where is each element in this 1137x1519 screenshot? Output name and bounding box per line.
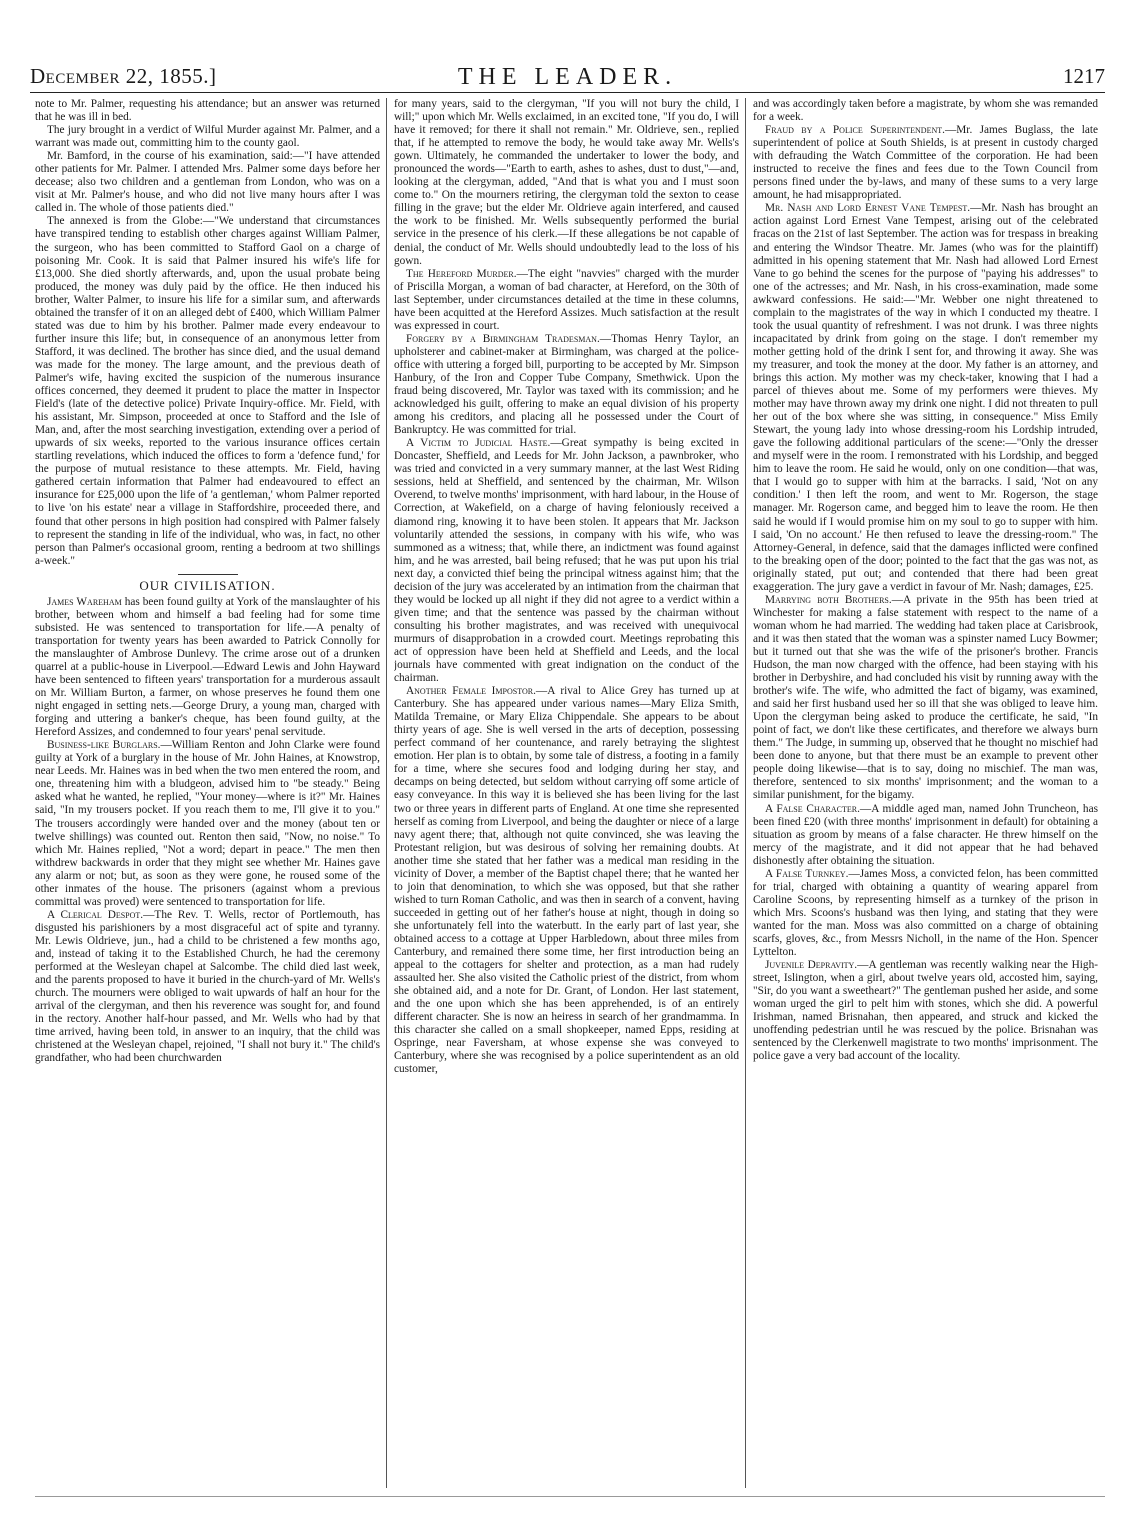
article-paragraph	[35, 98, 380, 124]
article-paragraph	[753, 803, 1098, 868]
article-paragraph	[35, 596, 380, 740]
article-text: —A rival to Alice Grey has turned up at Canterbury. She has appeared under various names—Mary Eliza Smith, Matilda Tremaine, or Mary Eliza Chippendale. She appears to be about thirty years of age. She is well versed in the arts of deception, possessing perfect command of her countenance, and rarely betraying the slightest emotion. Her plan is to obtain, by some tale of distress, a footing in a family for a time, where she secures food and lodging during her stay, and decamps on being detected, but seldom without carrying off some article of easy conveyance. In this way it is believed she has been living for the last two or three years in different parts of England. At one time she represented herself as coming from Liverpool, and being the daughter or niece of a large navy agent there; that, although not quite convinced, she was leaving the Protestant religion, but was desirous of solving her remaining doubts. At another time she stated that her father was a medical man residing in the vicinity of Dover, a member of the Baptist chapel there; that he wanted her to join that denomination, to which she was opposed, but that she rather wished to turn Roman Catholic, and was then in search of a convent, having succeeded in getting out of her father's house at night, though in doing so she unfortunately fell into the waterbutt. In the early part of last year, she obtained access to a cottage at Upper Harbledown, about three miles from Canterbury, and remained there some time, her first introduction being an appeal to the cottagers for shelter and protection, as a man had rudely assaulted her. She also visited the Catholic priest of the district, from whom she obtained aid, and a note for Dr. Grant, of London. Her last statement, and the one upon which she has been apprehended, is of an entirely different character. She is now an heiress in search of her grandmamma. In this character she called on a small shopkeeper, named Epps, residing at Ospringe, near Faversham, at whose expense she was conveyed to Canterbury, where she was recognised by a police superintendent as an old customer,	[394, 685, 739, 1076]
article-text: —Thomas Henry Taylor, an upholsterer and cabinet-maker at Birmingham, was charged at the police-office with uttering a forged bill, purporting to be accepted by Mr. Simpson Hanbury, of the Iron and Copper Tube Company, Smethwick. Upon the fraud being discovered, Mr. Taylor was taxed with its commission; and he acknowledged his guilt, offering to make an equal division of his property among his creditors, and placing all he possessed under the Court of Bankruptcy. He was committed for trial.	[394, 332, 739, 437]
article-text: —Mr. James Buglass, the late superintendent of police at South Shields, is at present in custody charged with defrauding the Watch Committee of the corporation. He had been instructed to receive the fines and fees due to the Town Council from persons fined under the by-laws, and many of these sums to a very large amount, he had misappropriated.	[753, 124, 1098, 202]
article-paragraph	[35, 215, 380, 567]
article-paragraph	[394, 437, 739, 685]
article-lead: Business-like Burglars.	[47, 739, 161, 752]
column-divider	[745, 98, 746, 1488]
masthead-title: THE LEADER.	[457, 64, 678, 90]
article-lead: Forgery by a Birmingham Tradesman.	[406, 332, 600, 345]
article-lead: A False Character.	[765, 802, 860, 815]
article-lead: Fraud by a Police Superintendent.	[765, 124, 945, 137]
article-paragraph	[35, 739, 380, 909]
article-lead: A Victim to Judicial Haste.	[406, 437, 551, 450]
article-paragraph	[753, 868, 1098, 959]
article-paragraph	[753, 124, 1098, 202]
page-number: 1217	[1063, 64, 1105, 88]
article-lead: A False Turnkey.	[765, 867, 849, 880]
article-text: —A private in the 95th has been tried at Winchester for making a false statement with respect to the name of a woman whom he had married. The wedding had taken place at Carisbrook, and it was then stated that the woman was a spinster named Lucy Bowmer; but it turned out that she was the wife of the prisoner's brother. Francis Hudson, the man now charged with the offence, had been staying with his brother in Derbyshire, and had concluded his visit by running away with the brother's wife. The wife, who admitted the fact of bigamy, was examined, and said her first husband used her so ill that she was obliged to leave him. Upon the clergyman being asked to produce the certificate, he said, "In point of fact, we don't like these certificates, and therefore we always burn them." The Judge, in summing up, observed that he thought no mischief had been done to anyone, but that there must be an example to prevent other people doing likewise—that is to say, doing no mischief. The man was, therefore, sentenced to six months' imprisonment; and the woman to a similar punishment, for the bigamy.	[753, 593, 1098, 802]
column-divider	[386, 98, 387, 1488]
article-paragraph	[753, 959, 1098, 1063]
article-lead: A Clerical Despot.	[47, 908, 144, 921]
article-lead: Marrying both Brothers.	[765, 593, 892, 606]
article-paragraph	[753, 98, 1098, 124]
header-date: December 22, 1855.]	[30, 64, 217, 88]
article-text: The jury brought in a verdict of Wilful Murder against Mr. Palmer, and a warrant was made out, committing him to the county gaol.	[35, 124, 380, 150]
article-paragraph	[394, 98, 739, 268]
article-paragraph	[35, 124, 380, 150]
article-text: —The Rev. T. Wells, rector of Portlemouth, has disgusted his parishioners by a most disgraceful act of spite and tyranny. Mr. Lewis Oldrieve, jun., had a child to be christened a few months ago, and, instead of taking it to the Established Church, he had the ceremony performed at the Wesleyan chapel at Salcombe. The child died last week, and the parents proposed to have it buried in the church-yard of Mr. Wells's church. The mourners were obliged to wait upwards of half an hour for the arrival of the clergyman, and then his reverence was sought for, and found in the rectory. Another half-hour passed, and Mr. Wells who had by that time arrived, having been told, in answer to an inquiry, that the child was christened at the Wesleyan chapel, rejoined, "I shall not bury it." The child's grandfather, who had been churchwarden	[35, 908, 380, 1065]
column-1	[35, 98, 380, 1488]
article-text: for many years, said to the clergyman, "If you will not bury the child, I will;" upon which Mr. Wells exclaimed, in an excited tone, "If you do, I will have it removed; for there it shall not remain." Mr. Oldrieve, sen., replied that, if he attempted to remove the body, he would take away Mr. Wells's gown. Ultimately, he commanded the undertaker to lower the body, and pronounced the words—"Earth to earth, ashes to ashes, dust to dust,"—and, looking at the clergyman, added, "And that is what you and I must soon come to." On the mourners retiring, the clergyman told the sexton to cease filling in the grave; but the elder Mr. Oldrieve again interfered, and caused the work to be finished. Mr. Wells subsequently performed the burial service in the presence of his clerk.—If these allegations be not capable of denial, the conduct of Mr. Wells should undoubtedly lead to the loss of his gown.	[394, 98, 739, 267]
article-text: Mr. Bamford, in the course of his examination, said:—"I have attended other patients for Mr. Palmer. I attended Mrs. Palmer some days before her decease; also two children and a gentleman from London, who was on a visit at Mr. Palmer's house, and who did not live many hours after I was called in. The whole of those patients died."	[35, 150, 380, 215]
article-paragraph	[394, 685, 739, 1076]
article-text: —William Renton and John Clarke were found guilty at York of a burglary in the house of Mr. John Haines, at Knowstrop, near Leeds. Mr. Haines was in bed when the two men entered the room, and one, threatening him with a bludgeon, advised him to "be steady." Being asked what he wanted, he replied, "Your money—where is it?" Mr. Haines said, "In my trousers pocket. If you reach them to me, I'll give it to you." The trousers accordingly were handed over and the money (about ten or twelve shillings) was counted out. Renton then said, "Now, no noise." To which Mr. Haines replied, "Not a word; depart in peace." The men then withdrew backwards in order that they might see whether Mr. Haines gave any alarm or not; but, as soon as they were gone, he roused some of the other inmates of the house. The prisoners (against whom a previous committal was proved) were sentenced to transportation for life.	[35, 739, 380, 908]
section-heading: OUR CIVILISATION.	[35, 574, 380, 592]
bottom-rule	[35, 1496, 1105, 1497]
article-paragraph	[35, 909, 380, 1066]
article-lead: Another Female Impostor.	[406, 685, 536, 698]
article-text: note to Mr. Palmer, requesting his attendance; but an answer was returned that he was ill in bed.	[35, 98, 380, 124]
article-lead: The Hereford Murder.	[406, 267, 517, 280]
page-header	[30, 62, 1105, 93]
article-text: —The eight "navvies" charged with the murder of Priscilla Morgan, a woman of bad character, at Hereford, on the 30th of last September, under circumstances detailed at the time in these columns, have been acquitted at the Hereford Assizes. Much satisfaction at the result was expressed in court.	[394, 267, 739, 332]
article-text: —A middle aged man, named John Truncheon, has been fined £20 (with three months' imprisonment in default) for obtaining a situation as groom by means of a false character. He threw himself on the mercy of the magistrate, and it did not appear that he had behaved dishonestly after obtaining the situation.	[753, 802, 1098, 867]
article-lead: Juvenile Depravity.	[765, 959, 858, 972]
article-paragraph	[394, 333, 739, 437]
article-lead: Mr. Nash and Lord Ernest Vane Tempest.	[765, 202, 971, 215]
article-text: and was accordingly taken before a magistrate, by whom she was remanded for a week.	[753, 98, 1098, 124]
column-3	[753, 98, 1098, 1488]
article-paragraph	[35, 150, 380, 215]
article-text: has been found guilty at York of the manslaughter of his brother, between whom and himself a bad feeling had for some time subsisted. He was sentenced to transportation for life.—A penalty of transportation for twenty years has been awarded to Patrick Connolly for the manslaughter of Ambrose Dunlevy. The crime arose out of a drunken quarrel at a public-house in Liverpool.—Edward Lewis and John Hayward have been sentenced to fifteen years' transportation for a murderous assault on Mr. William Burton, a farmer, on whose preserves he found them one night engaged in setting nets.—George Drury, a young man, charged with forging and uttering a banker's cheque, has been found guilty, at the Hereford Assizes, and condemned to four years' penal servitude.	[35, 595, 380, 739]
article-paragraph	[394, 268, 739, 333]
article-paragraph	[753, 202, 1098, 593]
article-text: —James Moss, a convicted felon, has been committed for trial, charged with obtaining a quantity of wearing apparel from Caroline Scoons, by representing himself as a turnkey of the prison in which Mrs. Scoons's husband was then lying, and stating that they were wanted for the man. Moss was also committed on a charge of obtaining scarfs, gloves, &c., from Messrs Nicholl, in the name of the Hon. Spencer Lyttelton.	[753, 867, 1098, 959]
article-text: The annexed is from the Globe:—"We understand that circumstances have transpired tending to establish other charges against William Palmer, the surgeon, who has been committed to Stafford Gaol on a charge of poisoning Mr. Cook. It is said that Palmer insured his wife's life for £13,000. She died shortly afterwards, and, upon the usual probate being produced, the money was duly paid by the office. He then induced his brother, Walter Palmer, to insure his life for a similar sum, and afterwards obtained the transfer of it on an alleged debt of £400, which William Palmer stated was due to him by his brother. Palmer made every endeavour to further insure this life; but, in consequence of an anonymous letter from Stafford, it was declined. The brother has since died, and the usual demand was made for the money. The large amount, and the previous death of Palmer's wife, having excited the suspicion of the numerous insurance offices concerned, they deemed it prudent to place the matter in Inspector Field's (late of the detective police) Private Inquiry-office. Mr. Field, with his assistant, Mr. Simpson, proceeded at once to Stafford and the Isle of Man, and, after the most searching investigation, extending over a period of upwards of six weeks, reported to the various insurance offices certain startling revelations, which induced the offices to form a 'defence fund,' for the purpose of mutual resistance to these attempts. Mr. Field, having gathered certain information that Palmer had endeavoured to effect an insurance for £25,000 upon the life of 'a gentleman,' whom Palmer reported to live 'on his estate' near a village in Staffordshire, proceeded there, and found that other persons in high position had conspired with Palmer falsely to represent the standing in life of the individual, who was, in fact, no other person than Palmer's occasional groom, renting a bedroom at two shillings a-week."	[35, 215, 380, 567]
article-lead: James Wareham	[47, 595, 122, 608]
article-text: —Mr. Nash has brought an action against Lord Ernest Vane Tempest, arising out of the celebrated fracas on the 21st of last September. The action was for trespass in breaking and entering the Windsor Theatre. Mr. James (who was for the plaintiff) admitted in his opening statement that Mr. Nash had allowed Lord Ernest Vane to go behind the scenes for the purpose of "paying his addresses" to one of the actresses; and Mr. Nash, in his cross-examination, made some awkward confessions. He said:—"Mr. Webber one night threatened to complain to the magistrates of the way in which I conducted my theatre. I took the usual quantity of refreshment. I was not drunk. I was three nights incapacitated by drink from going on the stage. I don't remember my mother getting hold of the drink I sent for, and throwing it away. She was my treasurer, and took the money at the door. My father is an attorney, and brings this action. My mother was my check-taker, knowing that I had a parcel of thieves about me. Some of my performers were thieves. My mother may have thrown away my drink one night. I did not threaten to pull her out of the box where she was sitting, in consequence." Miss Emily Stewart, the young lady into whose dressing-room his Lordship intruded, gave the following additional particulars of the scene:—"Only the dresser and myself were in the room. I remonstrated with his Lordship, and begged him to leave the room. He said he would, only on one condition—that was, that I would go to supper with him at the barracks. I said, 'Not on any condition.' I then left the room, and went to Mr. Rogerson, the stage manager. Mr. Rogerson came, and begged him to leave the room. He then said he would if I would promise him on my soul to go to supper with him. I said, 'On no account.' He then refused to leave the dressing-room." The Attorney-General, in defence, said that the damages inflicted were confined to the breaking open of the door; pointed to the fact that the gas was not, as originally stated, put out; and contended that there had been great exaggeration. The jury gave a verdict in favour of Mr. Nash; damages, £25.	[753, 202, 1098, 593]
article-paragraph	[753, 594, 1098, 803]
column-2	[394, 98, 739, 1488]
article-text: —Great sympathy is being excited in Doncaster, Sheffield, and Leeds for Mr. John Jackson, a pawnbroker, who was tried and convicted in a very summary manner, at the last West Riding sessions, held at Sheffield, and sentenced by the chairman, Mr. Wilson Overend, to twelve months' imprisonment, with hard labour, in the House of Correction, at Wakefield, on a charge of having feloniously received a diamond ring, knowing it to have been stolen. It appears that Mr. Jackson voluntarily attended the sessions, in company with his wife, who was summoned as a witness; that, while there, an indictment was found against him, and he was arrested, bail being refused; that he was put upon his trial next day, a convicted thief being the principal witness against him; that the decision of the jury was accelerated by an intimation from the chairman that they would be locked up all night if they did not agree to a verdict within a given time; and that the sentence was passed by the chairman without consulting his brother magistrates, and was received with unequivocal murmurs of disapprobation in a crowded court. Meetings reprobating this act of oppression have been held at Sheffield and Leeds, and the local journals have commented with great indignation on the conduct of the chairman.	[394, 437, 739, 685]
article-text: —A gentleman was recently walking near the High-street, Islington, when a girl, about twelve years old, accosted him, saying, "Sir, do you want a sweetheart?" The gentleman pushed her aside, and some woman urged the girl to pelt him with stones, which she did. A powerful Irishman, named Brisnahan, then appeared, and struck and kicked the unoffending pedestrian until he was rescued by the police. Brisnahan was sentenced by the Clerkenwell magistrate to two months' imprisonment. The police gave a very bad account of the locality.	[753, 959, 1098, 1063]
